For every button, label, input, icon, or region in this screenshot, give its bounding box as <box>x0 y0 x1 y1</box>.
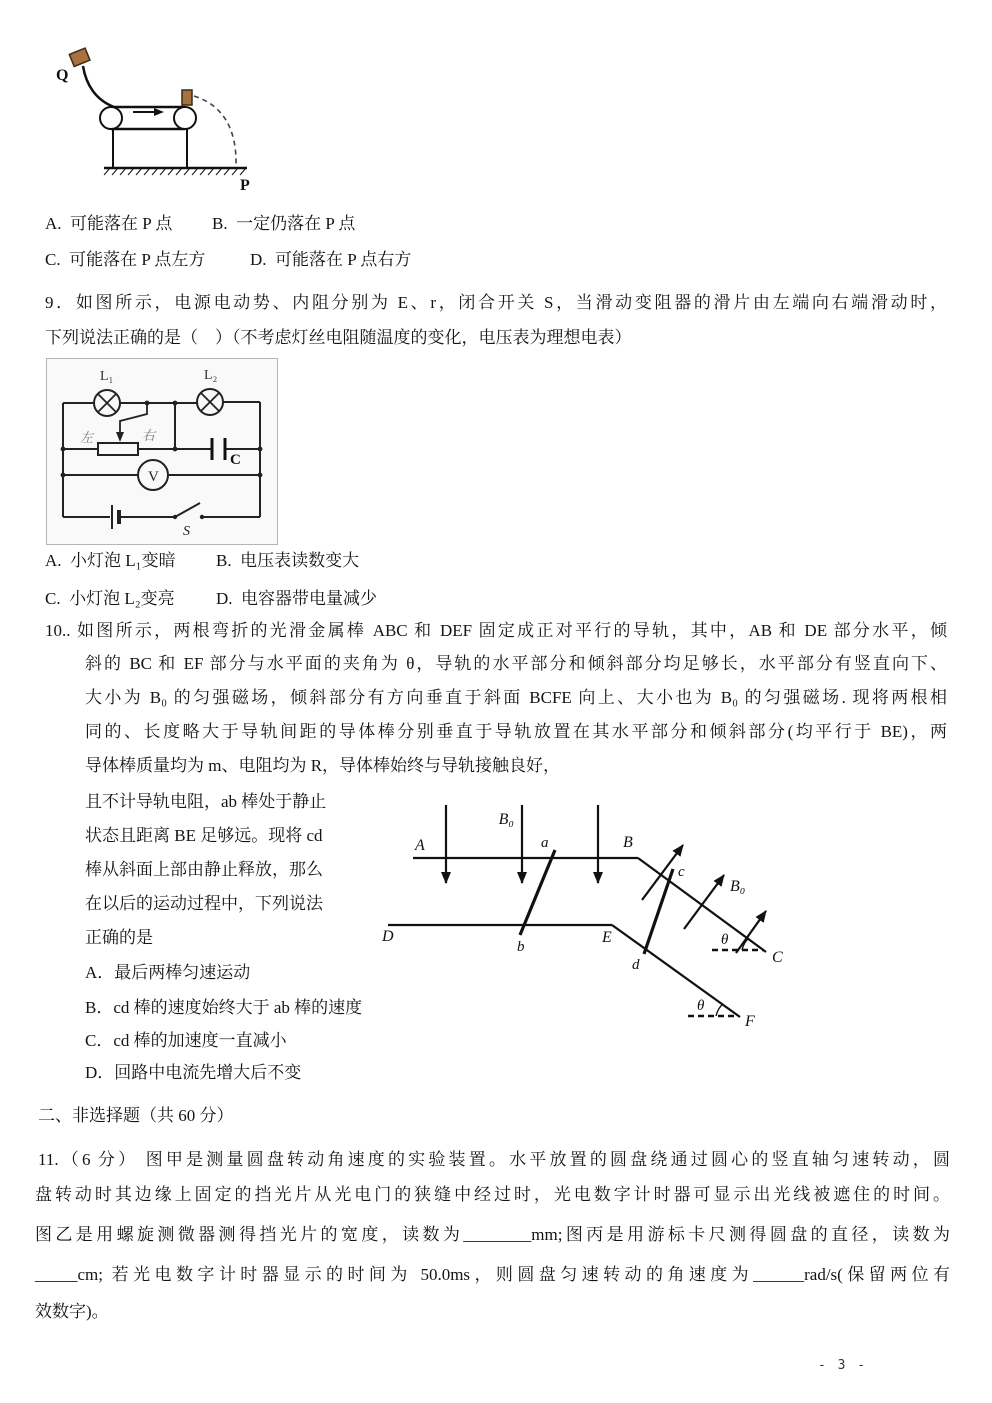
switch-label: S <box>183 524 190 539</box>
rod-cd <box>644 869 673 954</box>
page-number: - 3 - <box>818 1358 868 1373</box>
q11-line2: 盘转动时其边缘上固定的挡光片从光电门的狭缝中经过时，光电数字计时器可显示出光线被遮住的时间。 <box>35 1185 950 1204</box>
rod-ab <box>520 850 555 935</box>
q10-option-b: B．cd 棒的速度始终大于 ab 棒的速度 <box>85 998 363 1017</box>
block-on-belt <box>182 90 192 105</box>
q9-option-d: D. 电容器带电量减少 <box>216 589 378 608</box>
belt <box>100 107 196 129</box>
q9-stem-line2: 下列说法正确的是（ ）（不考虑灯丝电阻随温度的变化，电压表为理想电表） <box>45 328 632 347</box>
q-label: Q <box>56 67 69 84</box>
q10-side-line2: 状态且距离 BE 足够远。现将 cd <box>85 826 323 845</box>
lamp-l2-label: L₂ <box>204 368 218 383</box>
belt-stand <box>113 129 187 168</box>
slide-curve <box>83 66 114 107</box>
rod-end-d-label: d <box>632 957 640 973</box>
q11-line1: 11.（6 分） 图甲是测量圆盘转动角速度的实验装置。水平放置的圆盘绕通过圆心的竖直轴匀速转动，圆 <box>38 1150 950 1169</box>
q8-option-d: D. 可能落在 P 点右方 <box>250 250 412 269</box>
lamp-l1 <box>94 390 120 416</box>
p-label: P <box>240 177 250 194</box>
q10-option-a: A．最后两棒匀速运动 <box>85 963 251 982</box>
q8-option-b: B. 一定仍落在 P 点 <box>212 214 356 233</box>
q9-option-c: C. 小灯泡 L₂变亮 <box>45 589 175 608</box>
point-d-lower-label: D <box>382 928 394 945</box>
lamp-l1-label: L₁ <box>100 369 114 384</box>
q9-option-b: B. 电压表读数变大 <box>216 551 360 570</box>
rails <box>388 858 766 1017</box>
q9-stem-line1: 9．如图所示，电源电动势、内阻分别为 E、r，闭合开关 S，当滑动变阻器的滑片由左端向右端滑动时， <box>45 293 947 312</box>
q11-line5: 效数字)。 <box>35 1302 109 1321</box>
q10-stem-line1: 10.. 如图所示，两根弯折的光滑金属棒 ABC 和 DEF 固定成正对平行的导轨，其中，AB 和 DE 部分水平，倾 <box>45 621 947 640</box>
theta-c-label: θ <box>721 932 729 948</box>
voltmeter-label: V <box>148 469 159 485</box>
rheostat-left-label: 左 <box>80 430 94 445</box>
q10-side-line4: 在以后的运动过程中，下列说法 <box>85 894 323 913</box>
q10-side-line1: 且不计导轨电阻，ab 棒处于静止 <box>85 792 327 811</box>
q8-option-a: A. 可能落在 P 点 <box>45 214 173 233</box>
rail-diagram-svg <box>378 797 796 1035</box>
theta-f-label: θ <box>697 998 705 1014</box>
circuit-diagram-svg <box>46 358 278 545</box>
b0-incline-label: B₀ <box>730 878 746 895</box>
capacitor-label: C <box>230 452 241 468</box>
belt-direction-arrow <box>133 108 164 116</box>
q11-line4: _____cm; 若光电数字计时器显示的时间为 50.0ms，则圆盘匀速转动的角速度为______rad/s(保留两位有 <box>35 1265 950 1284</box>
ground <box>104 168 247 175</box>
q10-side-line3: 棒从斜面上部由静止释放，那么 <box>85 860 323 879</box>
section2-header: 二、非选择题（共 60 分） <box>38 1106 234 1125</box>
q10-stem-line2: 斜的 BC 和 EF 部分与水平面的夹角为 θ，导轨的水平部分和倾斜部分均足够长，水平部分有竖直向下、 <box>85 654 947 673</box>
conveyor-diagram-svg <box>48 44 260 202</box>
q10-option-d: D．回路中电流先增大后不变 <box>85 1063 302 1082</box>
q10-stem-line4: 同的、长度略大于导轨间距的导体棒分别垂直于导轨放置在其水平部分和倾斜部分(均平行于 BE)，两 <box>85 722 947 741</box>
q8-option-c: C. 可能落在 P 点左方 <box>45 250 206 269</box>
q-block <box>69 48 90 66</box>
q10-side-line5: 正确的是 <box>85 928 153 947</box>
b0-top-label: B₀ <box>498 811 514 828</box>
point-c-upper-label: C <box>772 949 783 966</box>
point-e-lower-label: E <box>602 929 612 946</box>
rod-end-c-label: c <box>678 864 685 880</box>
q10-stem-line5: 导体棒质量均为 m、电阻均为 R，导体棒始终与导轨接触良好， <box>85 756 561 775</box>
q10-option-c: C．cd 棒的加速度一直减小 <box>85 1031 287 1050</box>
q9-option-a: A. 小灯泡 L₁变暗 <box>45 551 176 570</box>
lamp-l2 <box>197 389 223 415</box>
rod-end-a-label: a <box>541 835 549 851</box>
rheostat-right-label: 右 <box>142 428 156 443</box>
point-b-upper-label: B <box>623 834 633 851</box>
projectile-trajectory <box>194 96 236 168</box>
b0-incline-arrows <box>642 845 766 953</box>
q10-stem-line3: 大小为 B₀ 的匀强磁场，倾斜部分有方向垂直于斜面 BCFE 向上、大小也为 B₀ 的匀强磁场. 现将两根相 <box>85 688 947 707</box>
rod-end-b-label: b <box>517 939 525 955</box>
point-f-lower-label: F <box>745 1013 755 1030</box>
q11-line3: 图乙是用螺旋测微器测得挡光片的宽度，读数为________mm;图丙是用游标卡尺测得圆盘的直径，读数为 <box>35 1225 950 1244</box>
point-a-upper-label: A <box>415 837 425 854</box>
b0-down-arrows <box>446 805 598 883</box>
